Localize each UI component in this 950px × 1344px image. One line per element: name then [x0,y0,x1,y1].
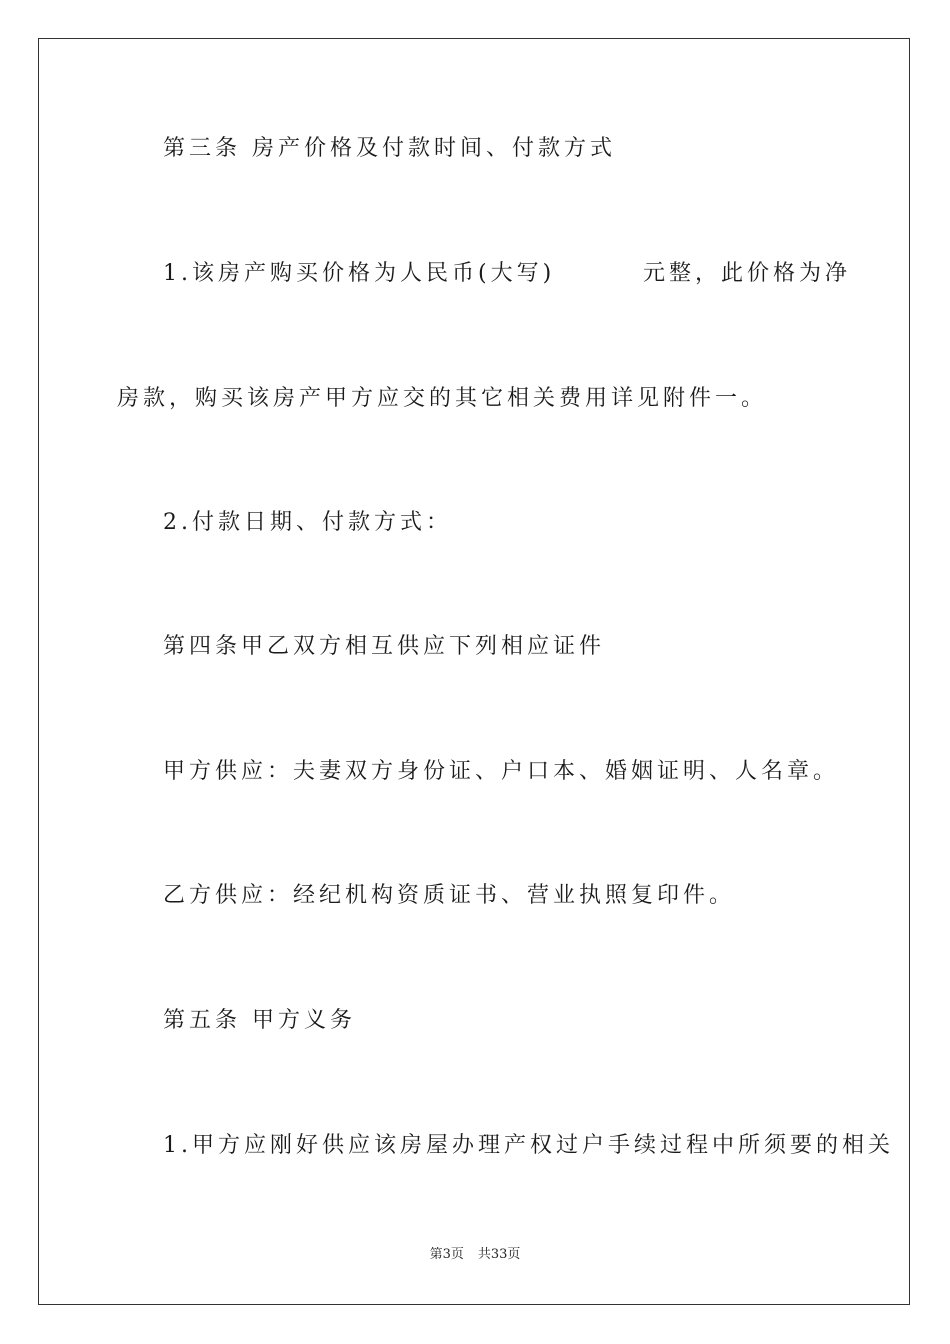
article-4-heading: 第四条甲乙双方相互供应下列相应证件 [163,634,606,659]
party-a-documents: 甲方供应：夫妻双方身份证、户口本、婚姻证明、人名章。 [163,759,840,784]
price-clause-continuation: 房款，购买该房产甲方应交的其它相关费用详见附件一。 [117,386,768,411]
price-clause-end: 元整，此价格为净 [643,261,852,286]
party-a-obligation-1: 1.甲方应刚好供应该房屋办理产权过户手续过程中所须要的相关 [163,1133,894,1158]
price-clause-start: 1.该房产购买价格为人民币(大写) [163,261,556,286]
page-frame [38,38,910,1305]
article-3-heading: 第三条 房产价格及付款时间、付款方式 [163,136,616,161]
party-b-documents: 乙方供应：经纪机构资质证书、营业执照复印件。 [163,883,736,908]
page-number: 第3页 [429,1247,464,1262]
page-footer [0,1246,950,1264]
payment-method-clause: 2.付款日期、付款方式： [163,510,452,535]
article-5-heading: 第五条 甲方义务 [163,1008,356,1033]
page-total: 共33页 [477,1247,521,1262]
